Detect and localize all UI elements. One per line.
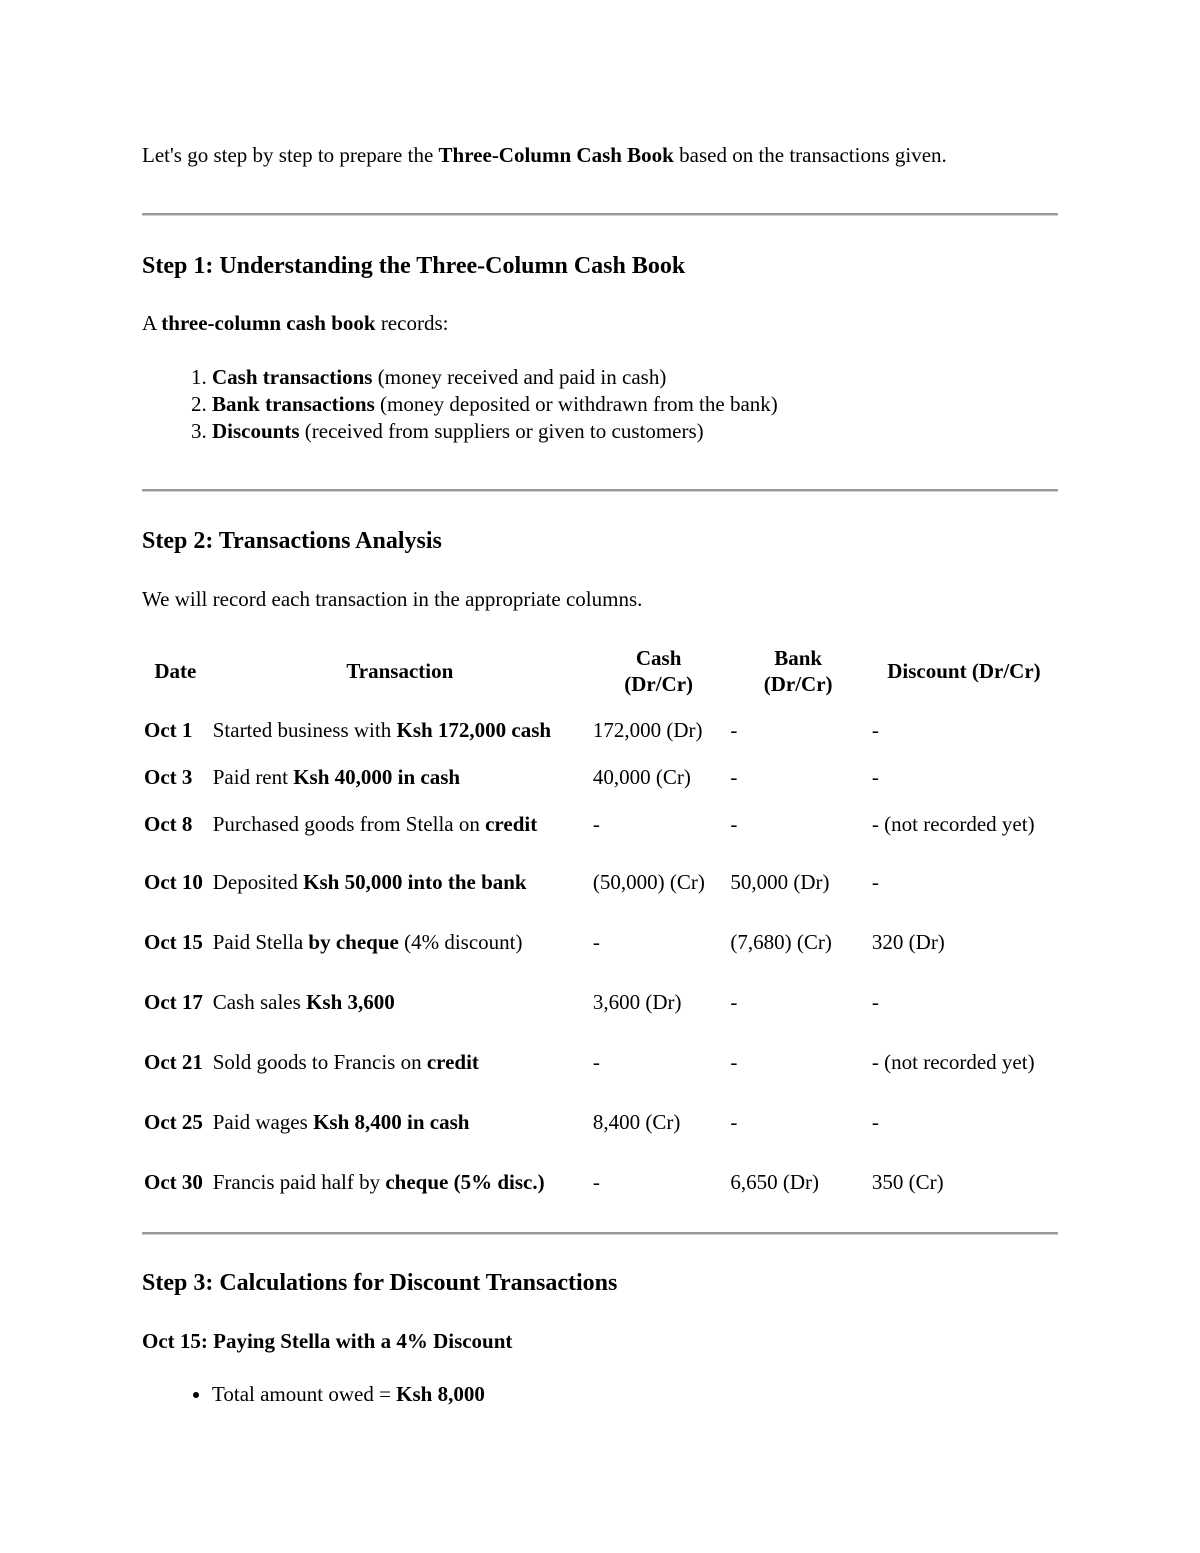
header-cash: Cash (Dr/Cr) <box>624 646 694 696</box>
bold-text: Ksh 8,000 <box>396 1382 485 1406</box>
table-row <box>142 796 1058 852</box>
cell-cash: 3,600 (Dr) <box>592 990 682 1014</box>
divider <box>142 213 1058 216</box>
step2-lead: We will record each transaction in the appropriate columns. <box>142 587 643 611</box>
text: Deposited <box>212 870 304 894</box>
table-row <box>142 758 1058 796</box>
text: (4% discount) <box>398 930 523 954</box>
cell-bank: - <box>730 1050 738 1074</box>
bold-text: Ksh 50,000 into the bank <box>303 870 527 894</box>
cell-bank: (7,680) (Cr) <box>730 930 832 954</box>
cell-transaction <box>211 758 589 796</box>
cell-cash: - <box>592 812 600 836</box>
text: records: <box>375 311 449 335</box>
text: Let's go step by step to prepare the <box>142 143 439 167</box>
table-header-row <box>142 640 1058 702</box>
table-row <box>142 1032 1058 1092</box>
cell-bank: - <box>730 812 738 836</box>
cell-discount: - <box>871 990 879 1014</box>
list-item <box>212 391 778 418</box>
cell-transaction <box>211 796 589 852</box>
table-row <box>142 912 1058 972</box>
list-item <box>212 418 778 445</box>
cell-discount: 350 (Cr) <box>871 1170 944 1194</box>
cell-bank: - <box>730 718 738 742</box>
cell-transaction <box>211 1152 589 1212</box>
cell-cash: (50,000) (Cr) <box>592 870 705 894</box>
step3-subheading: Oct 15: Paying Stella with a 4% Discount <box>142 1329 513 1353</box>
cell-discount: - <box>871 870 879 894</box>
cell-date: Oct 17 <box>144 990 203 1014</box>
bold-text: Ksh 40,000 in cash <box>293 765 461 789</box>
header-date: Date <box>154 659 197 683</box>
text: based on the transactions given. <box>673 143 947 167</box>
text: Cash sales <box>212 990 307 1014</box>
bold-text: Discounts <box>212 419 300 443</box>
text: Total amount owed = <box>212 1382 397 1406</box>
step3-list <box>142 1382 485 1407</box>
text: A <box>142 311 162 335</box>
step3-heading: Step 3: Calculations for Discount Transactions <box>142 1270 618 1296</box>
cell-cash: - <box>592 930 600 954</box>
cell-discount: - (not recorded yet) <box>871 812 1035 836</box>
cell-bank: - <box>730 765 738 789</box>
table-row <box>142 852 1058 912</box>
text: Started business with <box>212 718 397 742</box>
step1-list <box>142 364 778 445</box>
table-row <box>142 702 1058 758</box>
table-row <box>142 1152 1058 1212</box>
cell-bank: 50,000 (Dr) <box>730 870 830 894</box>
text: (money received and paid in cash) <box>372 365 667 389</box>
bold-text: cheque (5% disc.) <box>385 1170 545 1194</box>
step1-lead <box>142 311 448 336</box>
bold-text: Cash transactions <box>212 365 373 389</box>
cell-bank: - <box>730 1110 738 1134</box>
cell-transaction <box>211 1092 589 1152</box>
bold-text: credit <box>426 1050 479 1074</box>
cell-transaction <box>211 852 589 912</box>
cell-discount: - <box>871 765 879 789</box>
transactions-table <box>140 640 1060 1212</box>
cell-date: Oct 10 <box>144 870 203 894</box>
cell-discount: - <box>871 718 879 742</box>
text: Purchased goods from Stella on <box>212 812 486 836</box>
cell-discount: - <box>871 1110 879 1134</box>
cell-bank: 6,650 (Dr) <box>730 1170 820 1194</box>
header-discount: Discount (Dr/Cr) <box>887 659 1041 683</box>
cell-transaction <box>211 1032 589 1092</box>
bold-text: Ksh 3,600 <box>306 990 395 1014</box>
cell-cash: 172,000 (Dr) <box>592 718 703 742</box>
intro-paragraph <box>142 143 947 168</box>
list-item <box>212 364 778 391</box>
cell-cash: - <box>592 1170 600 1194</box>
header-transaction: Transaction <box>346 659 454 683</box>
step1-heading: Step 1: Understanding the Three-Column Cash Book <box>142 253 686 279</box>
table-row <box>142 972 1058 1032</box>
cell-discount: 320 (Dr) <box>871 930 945 954</box>
text: (money deposited or withdrawn from the bank) <box>374 392 778 416</box>
cell-date: Oct 25 <box>144 1110 203 1134</box>
cell-bank: - <box>730 990 738 1014</box>
divider <box>142 489 1058 492</box>
bold-text: three-column cash book <box>161 311 376 335</box>
table-row <box>142 1092 1058 1152</box>
cell-cash: 40,000 (Cr) <box>592 765 691 789</box>
bold-text: credit <box>485 812 538 836</box>
cell-transaction <box>211 972 589 1032</box>
cell-date: Oct 3 <box>144 765 193 789</box>
cell-date: Oct 8 <box>144 812 193 836</box>
cell-transaction <box>211 912 589 972</box>
cell-cash: 8,400 (Cr) <box>592 1110 681 1134</box>
list-item <box>212 1382 485 1407</box>
bold-text: Bank transactions <box>212 392 375 416</box>
cell-discount: - (not recorded yet) <box>871 1050 1035 1074</box>
cell-date: Oct 15 <box>144 930 203 954</box>
text: Paid rent <box>212 765 294 789</box>
text: Sold goods to Francis on <box>212 1050 427 1074</box>
bold-text: by cheque <box>308 930 399 954</box>
bold-text: Ksh 172,000 cash <box>396 718 552 742</box>
cell-date: Oct 30 <box>144 1170 203 1194</box>
bold-text: Ksh 8,400 in cash <box>313 1110 470 1134</box>
cell-cash: - <box>592 1050 600 1074</box>
text: Paid Stella <box>212 930 309 954</box>
header-bank: Bank (Dr/Cr) <box>763 646 833 696</box>
text: (received from suppliers or given to customers) <box>299 419 704 443</box>
text: Paid wages <box>212 1110 314 1134</box>
cell-date: Oct 21 <box>144 1050 203 1074</box>
bold-text: Three-Column Cash Book <box>438 143 674 167</box>
cell-transaction <box>211 702 589 758</box>
divider <box>142 1232 1058 1235</box>
cell-date: Oct 1 <box>144 718 193 742</box>
step2-heading: Step 2: Transactions Analysis <box>142 528 442 554</box>
text: Francis paid half by <box>212 1170 386 1194</box>
